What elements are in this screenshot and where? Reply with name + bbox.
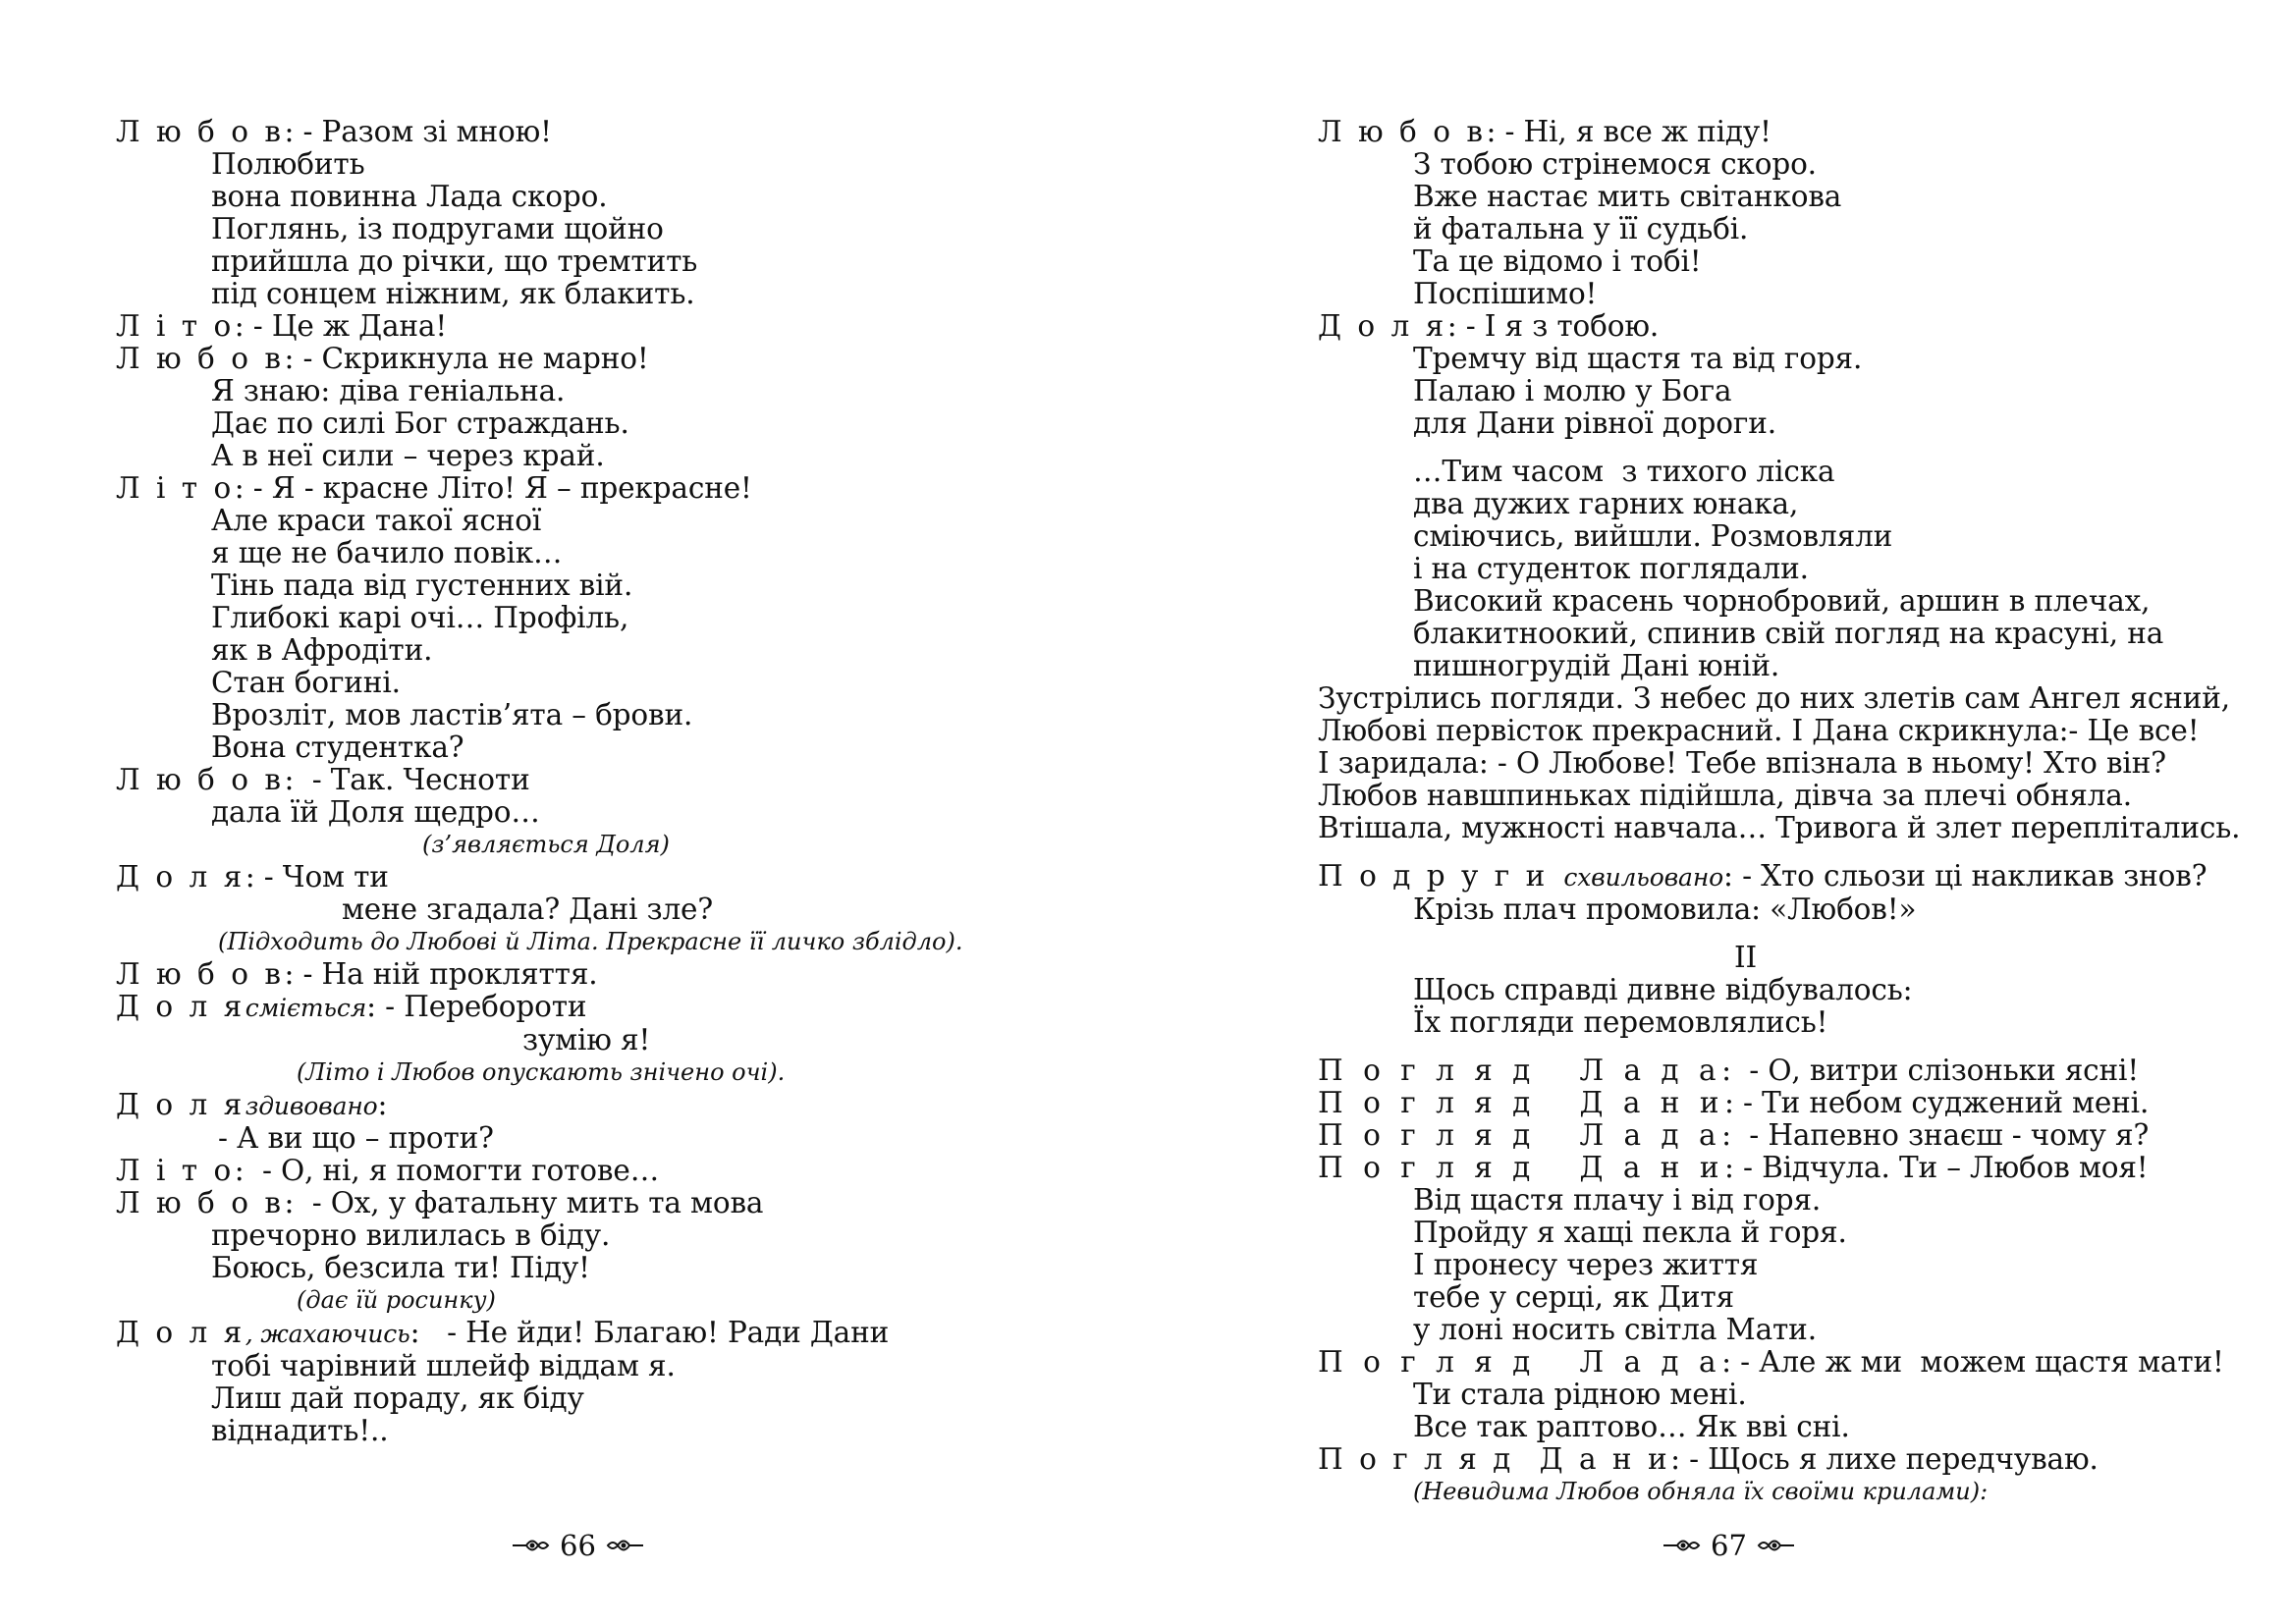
line-text: Боюсь, безсила ти! Піду! [211, 1251, 590, 1284]
verse-line [116, 1024, 1098, 1056]
line-text: : - Скрикнула не марно! [284, 342, 649, 375]
speaker-name: Д о л я [1318, 309, 1447, 343]
speaker-name: П о г л я д Д а н и [1318, 1151, 1725, 1184]
line-text: Та це відомо і тобі! [1413, 244, 1702, 278]
stage-direction: (Невидима Любов обняла їх своїми крилами): [1413, 1478, 1989, 1505]
line-text: я ще не бачило повік… [211, 536, 563, 569]
dialogue-line [116, 116, 1098, 148]
verse-line [116, 148, 1098, 181]
verse-line [116, 1415, 1098, 1447]
verse-line [116, 1252, 1098, 1284]
line-text: Тремчу від щастя та від горя. [1413, 342, 1863, 375]
line-text: Лиш дай пораду, як біду [211, 1381, 584, 1415]
verse-line [116, 181, 1098, 213]
line-text: : - На ній прокляття. [284, 957, 598, 991]
line-text: Стан богині. [211, 666, 401, 699]
verse-line [1318, 520, 2261, 553]
line-text: : - О, ні, я помогти готове… [234, 1154, 660, 1187]
verse-line [116, 213, 1098, 245]
line-text: Вона студентка? [211, 731, 464, 764]
line-text: : - Ні, я все ж піду! [1486, 115, 1771, 148]
stage-direction: (дає їй росинку) [297, 1286, 496, 1314]
verse-line [1318, 1006, 2261, 1039]
verse-line [1318, 375, 2261, 407]
line-text: як в Афродіти. [211, 633, 433, 667]
verse-line [1318, 1217, 2261, 1249]
left-page [116, 116, 1098, 1447]
line-text: : - Відчула. Ти – Любов моя! [1724, 1151, 2149, 1184]
line-text: : - Ох, у фатальну мить та мова [284, 1186, 764, 1219]
right-page [1318, 116, 2261, 1508]
ornament-icon [1757, 1535, 1796, 1556]
line-text: : - Так. Чесноти [284, 763, 530, 796]
page-number: 66 [560, 1529, 596, 1562]
line-text: і на студенток поглядали. [1413, 552, 1809, 585]
speaker-name: Л і т о [116, 309, 235, 343]
line-text: пречорно вилилась в біду. [211, 1218, 611, 1252]
line-text: А в неї сили – через край. [211, 439, 605, 472]
spacer [1318, 1039, 2261, 1055]
line-text: пишногрудій Дані юній. [1413, 649, 1780, 682]
verse-line [1318, 893, 2261, 926]
line-text: зумію я! [522, 1023, 651, 1056]
verse-line [1318, 181, 2261, 213]
dialogue-line [116, 343, 1098, 375]
line-text: сміючись, вийшли. Розмовляли [1413, 519, 1893, 553]
dialogue-line [1318, 1152, 2261, 1184]
verse-line [1318, 780, 2261, 812]
line-text: Пройду я хащі пекла й горя. [1413, 1216, 1847, 1249]
speaker-name: П о г л я д Л а д а [1318, 1118, 1722, 1152]
verse-line [1318, 456, 2261, 488]
line-text: віднадить!.. [211, 1414, 389, 1447]
dialogue-line [1318, 310, 2261, 343]
section-heading: ІІ [1734, 941, 1758, 974]
line-text: Тінь пада від густенних вій. [211, 568, 633, 602]
speaker-direction: схвильовано [1548, 863, 1724, 892]
line-text: Але краси такої ясної [211, 504, 542, 537]
verse-line [116, 1122, 1098, 1155]
page-number-left [511, 1528, 645, 1563]
line-text: Я знаю: діва геніальна. [211, 374, 566, 407]
verse-line [1318, 1249, 2261, 1281]
speaker-name: Л ю б о в [116, 957, 285, 991]
line-text: Любов навшпиньках підійшла, дівча за плечі обняла. [1318, 779, 2132, 812]
verse-line [1318, 618, 2261, 650]
speaker-name: Л і т о [116, 1154, 235, 1187]
dialogue-line [116, 991, 1098, 1024]
dialogue-line [116, 1317, 1098, 1350]
line-text: Полюбить [211, 147, 365, 181]
verse-line [116, 569, 1098, 602]
speaker-direction: , жахаючись [245, 1320, 410, 1348]
ornament-icon [1662, 1535, 1701, 1556]
verse-line [1318, 278, 2261, 310]
line-text: : - Щось я лихе передчуваю. [1670, 1442, 2098, 1476]
speaker-direction: здивовано [245, 1092, 378, 1120]
line-text: - А ви що – проти? [218, 1121, 494, 1155]
line-text: два дужих гарних юнака, [1413, 487, 1799, 520]
line-text: тобі чарівний шлейф віддам я. [211, 1349, 676, 1382]
verse-line [116, 537, 1098, 569]
speaker-name: Д о л я [116, 860, 245, 893]
dialogue-line [1318, 1346, 2261, 1379]
line-text: : - Це ж Дана! [234, 309, 448, 343]
spacer [1318, 926, 2261, 942]
verse-line [1318, 1411, 2261, 1443]
line-text: для Дани рівної дороги. [1413, 406, 1776, 440]
line-text: Високий красень чорнобровий, аршин в плечах, [1413, 584, 2151, 618]
line-text: мене згадала? Дані зле? [342, 893, 714, 926]
dialogue-line [1318, 860, 2261, 893]
line-text: Дає по силі Бог страждань. [211, 406, 629, 440]
line-text: Їх погляди перемовлялись! [1413, 1005, 1828, 1039]
speaker-direction: сміється [245, 994, 367, 1022]
verse-line [116, 634, 1098, 667]
line-text: Крізь плач промовила: «Любов!» [1413, 893, 1917, 926]
line-text: : - Я - красне Літо! Я – прекрасне! [234, 471, 752, 505]
line-text: Поглянь, із подругами щойно [211, 212, 664, 245]
line-text: : - Перебороти [366, 990, 587, 1023]
dialogue-line [1318, 1443, 2261, 1476]
line-text: : [377, 1088, 388, 1121]
verse-line [116, 731, 1098, 764]
stage-direction: (з’являється Доля) [422, 831, 670, 858]
verse-line [1318, 1314, 2261, 1346]
verse-line [1318, 585, 2261, 618]
line-text: : - Чом ти [245, 860, 389, 893]
speaker-name: П о г л я д Д а н и [1318, 1086, 1725, 1119]
verse-line [116, 375, 1098, 407]
verse-line [116, 278, 1098, 310]
page-number-right [1662, 1528, 1796, 1563]
speaker-name: Д о л я [116, 990, 245, 1023]
line-text: дала їй Доля щедро… [211, 795, 540, 829]
line-text: : - Хто сльози ці накликав знов? [1723, 859, 2207, 893]
verse-line [1318, 1379, 2261, 1411]
dialogue-line [116, 764, 1098, 796]
line-text: Вже настає мить світанкова [1413, 180, 1842, 213]
line-text: Любові первісток прекрасний. І Дана скрикнула:- Це все! [1318, 714, 2200, 747]
speaker-name: Л ю б о в [116, 115, 285, 148]
verse-line [116, 667, 1098, 699]
verse-line [116, 407, 1098, 440]
speaker-name: П о д р у г и [1318, 859, 1549, 893]
verse-line [1318, 812, 2261, 844]
verse-line [116, 699, 1098, 731]
speaker-name: П о г л я д Д а н и [1318, 1442, 1671, 1476]
page-number: 67 [1711, 1529, 1747, 1562]
spacer [1318, 440, 2261, 456]
speaker-name: Д о л я [116, 1316, 245, 1349]
verse-line [116, 796, 1098, 829]
dialogue-line [116, 861, 1098, 893]
line-text: : - І я з тобою. [1446, 309, 1660, 343]
dialogue-line [116, 1089, 1098, 1122]
verse-line [116, 1350, 1098, 1382]
spacer [1318, 844, 2261, 860]
verse-line [1318, 407, 2261, 440]
verse-line [1318, 213, 2261, 245]
dialogue-line [116, 472, 1098, 505]
dialogue-line [1318, 116, 2261, 148]
line-text: : - О, витри слізоньки ясні! [1721, 1054, 2140, 1087]
speaker-name: П о г л я д Л а д а [1318, 1345, 1722, 1379]
verse-line [1318, 488, 2261, 520]
dialogue-line [116, 958, 1098, 991]
verse-line [116, 1219, 1098, 1252]
verse-line [1318, 974, 2261, 1006]
line-text: прийшла до річки, що тремтить [211, 244, 698, 278]
line-text: : - Разом зі мною! [284, 115, 552, 148]
line-text: й фатальна у її судьбі. [1413, 212, 1749, 245]
verse-line [1318, 1184, 2261, 1217]
line-text: Ти стала рідною мені. [1413, 1378, 1747, 1411]
stage-direction: (Літо і Любов опускають знічено очі). [297, 1058, 786, 1086]
verse-line [1318, 682, 2261, 715]
line-text: Втішала, мужності навчала… Тривога й злет переплітались. [1318, 811, 2241, 844]
speaker-name: Л і т о [116, 471, 235, 505]
verse-line [116, 1382, 1098, 1415]
verse-line [116, 245, 1098, 278]
speaker-name: Л ю б о в [116, 342, 285, 375]
verse-line [116, 440, 1098, 472]
line-text: : - Не йди! Благаю! Ради Дани [409, 1316, 890, 1349]
verse-line [116, 602, 1098, 634]
verse-line [116, 893, 1098, 926]
line-text: Від щастя плачу і від горя. [1413, 1183, 1822, 1217]
line-text: у лоні носить світла Мати. [1413, 1313, 1817, 1346]
verse-line [1318, 715, 2261, 747]
line-text: : - Ти небом суджений мені. [1724, 1086, 2150, 1119]
verse-line [1318, 148, 2261, 181]
line-text: …Тим часом з тихого ліска [1413, 455, 1835, 488]
line-text: З тобою стрінемося скоро. [1413, 147, 1817, 181]
verse-line [1318, 343, 2261, 375]
ornament-icon [606, 1535, 645, 1556]
verse-line [1318, 650, 2261, 682]
verse-line [1318, 245, 2261, 278]
speaker-name: Л ю б о в [116, 1186, 285, 1219]
line-text: блакитноокий, спинив свій погляд на красуні, на [1413, 617, 2164, 650]
verse-line [116, 505, 1098, 537]
line-text: І заридала: - О Любове! Тебе впізнала в ньому! Хто він? [1318, 746, 2166, 780]
line-text: Все так раптово… Як вві сні. [1413, 1410, 1850, 1443]
speaker-name: Д о л я [116, 1088, 245, 1121]
line-text: Палаю і молю у Бога [1413, 374, 1732, 407]
line-text: Зустрілись погляди. З небес до них злетів сам Ангел ясний, [1318, 681, 2230, 715]
speaker-name: Л ю б о в [1318, 115, 1487, 148]
line-text: : - Але ж ми можем щастя мати! [1721, 1345, 2224, 1379]
line-text: : - Напевно знаєш - чому я? [1721, 1118, 2150, 1152]
line-text: Поспішимо! [1413, 277, 1598, 310]
dialogue-line [1318, 1119, 2261, 1152]
line-text: Глибокі карі очі… Профіль, [211, 601, 629, 634]
dialogue-line [116, 1187, 1098, 1219]
dialogue-line [116, 1155, 1098, 1187]
line-text: вона повинна Лада скоро. [211, 180, 608, 213]
speaker-name: Л ю б о в [116, 763, 285, 796]
line-text: І пронесу через життя [1413, 1248, 1759, 1281]
verse-line [1318, 553, 2261, 585]
stage-direction: (Підходить до Любові й Літа. Прекрасне її личко зблідло). [218, 928, 963, 955]
verse-line [1318, 1281, 2261, 1314]
verse-line [1318, 747, 2261, 780]
dialogue-line [1318, 1055, 2261, 1087]
speaker-name: П о г л я д Л а д а [1318, 1054, 1722, 1087]
line-text: Щось справді дивне відбувалось: [1413, 973, 1913, 1006]
line-text: тебе у серці, як Дитя [1413, 1280, 1734, 1314]
line-text: Врозліт, мов ластів’ята – брови. [211, 698, 693, 731]
dialogue-line [116, 310, 1098, 343]
ornament-icon [511, 1535, 550, 1556]
line-text: під сонцем ніжним, як блакить. [211, 277, 695, 310]
dialogue-line [1318, 1087, 2261, 1119]
